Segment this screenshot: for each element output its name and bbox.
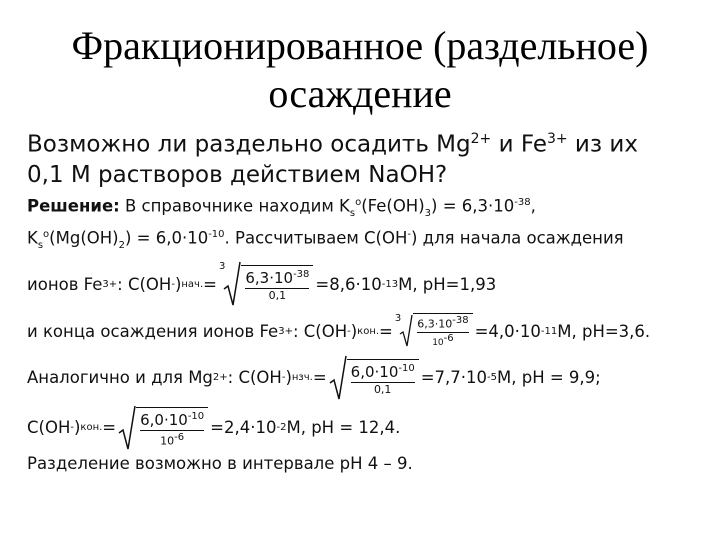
- radical-sign-icon: [118, 405, 136, 451]
- solution-line-2: [27, 224, 707, 257]
- solution-text: ,: [530, 196, 536, 216]
- root-index: 3: [218, 261, 226, 273]
- denominator-text: 10: [160, 434, 175, 448]
- ion-charge: -: [407, 229, 411, 241]
- exponent: -38: [514, 196, 531, 208]
- ion-charge: -: [281, 372, 286, 384]
- question-line-2: 0,1 М растворов действием NaOH?: [27, 161, 448, 188]
- label-subscript: кон.: [357, 325, 380, 337]
- label-subscript: нач.: [181, 278, 204, 290]
- fraction: [241, 265, 313, 303]
- fraction-numerator: [245, 266, 309, 289]
- exponent: -6: [443, 332, 454, 344]
- exponent: -10: [208, 229, 225, 241]
- fraction-numerator: [351, 360, 415, 383]
- label-subscript: кон.: [80, 422, 103, 434]
- solution-text: : C(OH: [292, 321, 348, 341]
- radical-sign-icon: [329, 355, 347, 401]
- ion-charge: -: [347, 325, 351, 337]
- ion-charge: -: [70, 422, 74, 434]
- result-text: M, pH=3,6.: [557, 321, 651, 341]
- conclusion: Разделение возможно в интервале pH 4 – 9.: [27, 453, 413, 473]
- fraction-denominator: 0,1: [373, 382, 392, 396]
- solution-text: K: [27, 228, 38, 248]
- numerator-text: 6,0·10: [350, 362, 399, 381]
- exponent: -38: [452, 315, 469, 327]
- fraction: [136, 407, 208, 449]
- title-line-2: осаждение: [268, 71, 452, 116]
- solution-text: ионов Fe: [27, 274, 103, 294]
- exponent: -11: [540, 325, 558, 337]
- fe-start-equation: [27, 261, 707, 307]
- question-text: из их: [567, 131, 638, 158]
- fraction: [413, 313, 472, 349]
- square-root: [329, 355, 419, 401]
- exponent: -10: [187, 411, 205, 423]
- formula-subscript: 2: [118, 240, 125, 252]
- fe-charge: 3+: [278, 325, 293, 337]
- solution-text: . Рассчитываем C(OH: [224, 228, 408, 248]
- ion-charge: -: [171, 278, 175, 290]
- solution-text: Аналогично и для Mg: [27, 368, 213, 388]
- solution-text: : C(OH: [227, 368, 282, 388]
- numerator-text: 6,0·10: [140, 411, 188, 430]
- root-index: 3: [394, 313, 402, 325]
- result-text: M, pH=1,93: [398, 274, 497, 294]
- fraction-denominator: [160, 431, 184, 449]
- question-text: Возможно ли раздельно осадить Mg: [27, 131, 471, 158]
- slide-title: [0, 22, 720, 118]
- fe-end-equation: [27, 313, 707, 349]
- label-subscript: нзч.: [291, 372, 313, 384]
- solution-text: и конца осаждения ионов Fe: [27, 321, 279, 341]
- equals-sign: =: [102, 418, 117, 438]
- ks-subscript: s: [349, 207, 356, 219]
- mg-charge: 2+: [470, 131, 492, 147]
- question-line-1: [27, 124, 707, 160]
- result-text: =8,6·10: [315, 274, 382, 294]
- result-text: =2,4·10: [210, 418, 277, 438]
- ks-subscript: s: [37, 240, 44, 252]
- exponent: -5: [487, 372, 498, 384]
- result-text: =4,0·10: [474, 321, 541, 341]
- exponent: -6: [174, 432, 185, 444]
- denominator-text: 10: [432, 337, 444, 348]
- result-text: M, pH = 12,4.: [286, 418, 401, 438]
- ks-superscript: o: [43, 229, 50, 241]
- solution-text: (Fe(OH): [361, 196, 425, 216]
- fe-charge: 3+: [102, 278, 118, 290]
- solution-label: Решение:: [27, 196, 120, 216]
- solution-text: (Mg(OH): [49, 228, 119, 248]
- solution-text: ) для начала осаждения: [411, 228, 624, 248]
- formula-subscript: 3: [424, 207, 432, 219]
- fraction-numerator: [417, 314, 468, 333]
- solution-text: ): [285, 368, 292, 388]
- solution-text: В справочнике находим K: [119, 196, 350, 216]
- mg-charge: 2+: [212, 372, 228, 384]
- numerator-text: 6,3·10: [245, 269, 294, 288]
- question-text: и Fe: [491, 131, 547, 158]
- radical-sign-icon: [399, 314, 413, 348]
- solution-text: ): [73, 418, 81, 438]
- result-text: M, pH = 9,9;: [497, 368, 601, 388]
- radical-sign-icon: [223, 261, 241, 307]
- fraction: [347, 359, 419, 397]
- fraction-numerator: [140, 408, 204, 431]
- equals-sign: =: [312, 368, 327, 388]
- exponent: -10: [398, 362, 415, 374]
- slide-body: [27, 124, 707, 475]
- cube-root: [219, 261, 313, 307]
- fraction-denominator: 0,1: [268, 289, 287, 303]
- solution-text: ) = 6,3·10: [431, 196, 515, 216]
- mg-start-equation: [27, 355, 707, 401]
- exponent: -13: [381, 278, 399, 290]
- equals-sign: =: [379, 321, 393, 341]
- fraction-denominator: [432, 333, 453, 349]
- solution-line-1: [27, 192, 707, 225]
- solution-text: ): [350, 321, 358, 341]
- solution-text: ): [174, 274, 182, 294]
- result-text: =7,7·10: [420, 368, 488, 388]
- cube-root: [395, 313, 473, 349]
- exponent: -2: [276, 422, 287, 434]
- exponent: -38: [293, 269, 310, 281]
- solution-text: C(OH: [27, 418, 71, 438]
- fe-charge: 3+: [546, 131, 568, 147]
- title-line-1: Фракционированное (раздельное): [71, 23, 649, 68]
- solution-text: : C(OH: [117, 274, 172, 294]
- numerator-text: 6,3·10: [417, 317, 453, 331]
- square-root: [118, 405, 208, 451]
- solution-text: ) = 6,0·10: [124, 228, 209, 248]
- ks-superscript: o: [355, 196, 362, 208]
- equals-sign: =: [203, 274, 217, 294]
- mg-end-equation: [27, 405, 707, 451]
